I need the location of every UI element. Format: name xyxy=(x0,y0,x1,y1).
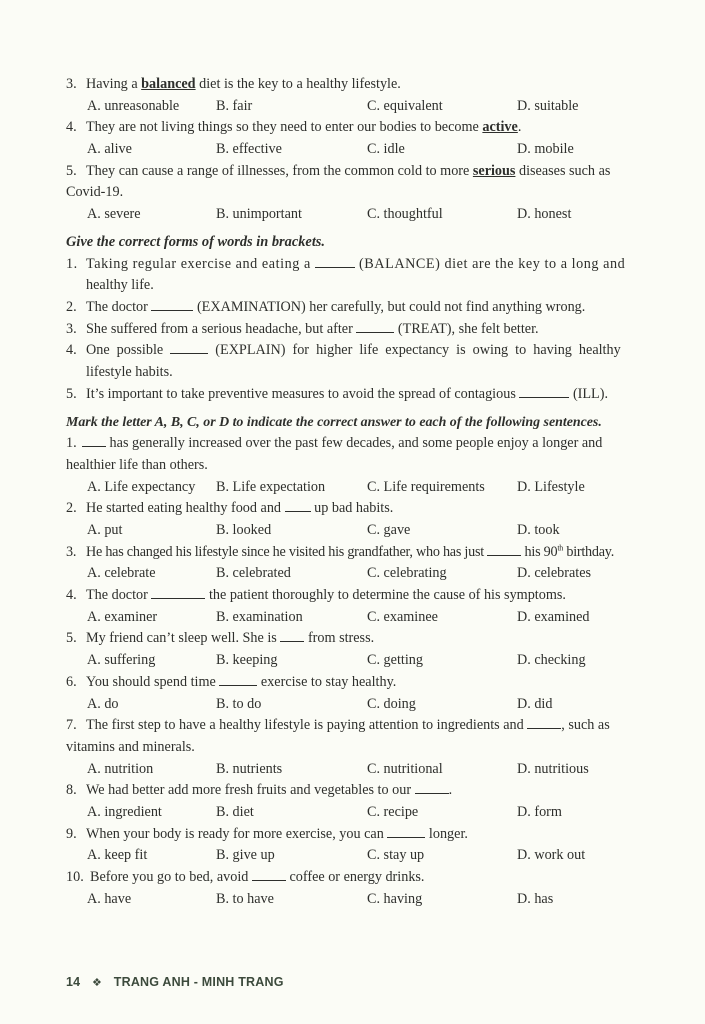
answer-blank[interactable] xyxy=(387,824,425,838)
ordinal-suffix: th xyxy=(557,542,564,552)
question-number: 2. xyxy=(66,500,77,517)
word-form-item-4 xyxy=(66,340,684,362)
option-a[interactable]: A. Life expectancy xyxy=(87,478,196,495)
option-d[interactable]: D. mobile xyxy=(517,141,574,158)
question-text: his 90 xyxy=(521,543,558,560)
question-continuation: vitamins and minerals. xyxy=(66,738,195,755)
option-a[interactable]: A. examiner xyxy=(87,608,158,625)
item-text: (ILL). xyxy=(569,385,608,402)
mc-question-5 xyxy=(66,628,684,650)
question-text: The first step to have a healthy lifestyle is paying attention to ingredients and xyxy=(86,717,528,734)
options-row xyxy=(66,563,684,585)
section-heading: Mark the letter A, B, C, or D to indicate the correct answer to each of the following sentences. xyxy=(66,414,602,430)
item-number: 2. xyxy=(66,298,77,315)
option-d[interactable]: D. suitable xyxy=(517,97,579,114)
option-d[interactable]: D. took xyxy=(517,522,560,538)
option-b[interactable]: B. unimportant xyxy=(216,206,302,223)
question-text: The doctor xyxy=(86,587,152,604)
mc-question-1 xyxy=(66,433,684,455)
option-b[interactable]: B. keeping xyxy=(216,652,278,669)
item-text: The doctor xyxy=(86,298,152,315)
option-d[interactable]: D. form xyxy=(517,804,562,821)
question-text: , such as xyxy=(561,717,610,734)
answer-blank[interactable] xyxy=(219,672,257,686)
answer-blank[interactable] xyxy=(151,297,193,311)
question-continuation: Covid-19. xyxy=(66,184,124,201)
option-c[interactable]: C. idle xyxy=(367,141,405,158)
option-b[interactable]: B. looked xyxy=(216,522,272,538)
answer-blank[interactable] xyxy=(519,384,569,398)
question-number: 8. xyxy=(66,782,77,799)
option-a[interactable]: A. severe xyxy=(87,206,141,223)
option-d[interactable]: D. has xyxy=(517,890,554,907)
question-text: He started eating healthy food and xyxy=(86,500,285,517)
question-text: longer. xyxy=(425,825,468,842)
options-row xyxy=(66,607,684,629)
option-a[interactable]: A. alive xyxy=(87,141,132,158)
answer-blank[interactable] xyxy=(151,585,205,599)
question-text: diet is the key to a healthy lifestyle. xyxy=(195,76,401,92)
word-form-item-2 xyxy=(66,297,684,319)
option-d[interactable]: D. honest xyxy=(517,206,572,223)
question-text: They are not living things so they need to enter our bodies to become xyxy=(86,119,483,136)
question-continuation: healthier life than others. xyxy=(66,456,208,473)
mc-question-9 xyxy=(66,824,684,846)
option-c[interactable]: C. equivalent xyxy=(367,97,443,114)
option-b[interactable]: B. examination xyxy=(216,608,303,625)
page-number: 14 xyxy=(66,975,81,989)
options-row xyxy=(66,204,684,226)
option-a[interactable]: A. celebrate xyxy=(87,565,156,582)
question-text: . xyxy=(448,782,453,799)
question-text: Before you go to bed, avoid xyxy=(90,869,252,886)
options-row xyxy=(66,477,684,499)
question-text: Having a xyxy=(86,76,142,92)
options-row xyxy=(66,694,684,716)
item-text: It’s important to take preventive measures to avoid the spread of contagious xyxy=(86,385,520,402)
word-form-section xyxy=(66,232,684,406)
options-row xyxy=(66,845,684,867)
question-5 xyxy=(66,161,684,183)
options-row xyxy=(66,650,684,672)
multiple-choice-section xyxy=(66,412,684,911)
question-text: has generally increased over the past few decades, and some people enjoy a longer and xyxy=(106,435,603,452)
options-row xyxy=(66,139,684,161)
question-text: You should spend time xyxy=(86,673,220,690)
question-text: . xyxy=(517,119,522,136)
question-number: 3. xyxy=(66,543,77,560)
option-a[interactable]: A. ingredient xyxy=(87,804,162,821)
option-d[interactable]: D. Lifestyle xyxy=(517,478,585,495)
option-c[interactable]: C. recipe xyxy=(367,804,419,821)
question-text: exercise to stay healthy. xyxy=(257,673,397,690)
options-row xyxy=(66,96,684,118)
option-c[interactable]: C. getting xyxy=(367,652,423,669)
option-a[interactable]: A. unreasonable xyxy=(87,97,180,114)
mc-question-2 xyxy=(66,498,684,520)
keyword: active xyxy=(482,119,518,136)
item-text: (TREAT), she felt better. xyxy=(394,320,539,337)
item-number: 5. xyxy=(66,385,77,402)
question-text: the patient thoroughly to determine the cause of his symptoms. xyxy=(205,587,566,604)
options-row xyxy=(66,802,684,824)
mc-question-4 xyxy=(66,585,684,607)
options-row xyxy=(66,889,684,911)
diamond-flower-icon: ❖ xyxy=(92,977,103,989)
mc-question-3 xyxy=(66,542,684,564)
option-c[interactable]: C. having xyxy=(367,890,423,907)
question-text: from stress. xyxy=(304,630,375,647)
synonym-questions xyxy=(66,74,684,226)
option-a[interactable]: A. do xyxy=(87,695,119,712)
option-c[interactable]: C. doing xyxy=(367,695,416,712)
question-text: coffee or energy drinks. xyxy=(285,869,425,886)
option-a[interactable]: A. suffering xyxy=(87,652,156,669)
question-text: up bad habits. xyxy=(310,500,394,517)
item-text: (EXAMINATION) her carefully, but could not find anything wrong. xyxy=(193,298,586,315)
answer-blank[interactable] xyxy=(82,433,106,447)
answer-blank[interactable] xyxy=(280,628,304,642)
options-row xyxy=(66,520,684,542)
option-c[interactable]: C. stay up xyxy=(367,847,425,864)
mc-question-6 xyxy=(66,672,684,694)
question-number: 3. xyxy=(66,76,77,92)
option-d[interactable]: D. nutritious xyxy=(517,760,589,777)
option-c[interactable]: C. gave xyxy=(367,522,411,538)
option-b[interactable]: B. effective xyxy=(216,141,282,158)
option-b[interactable]: B. to have xyxy=(216,890,274,907)
question-text: When your body is ready for more exercise, you can xyxy=(86,825,388,842)
answer-blank[interactable] xyxy=(415,780,449,794)
page-footer xyxy=(66,975,292,989)
question-number: 4. xyxy=(66,587,77,604)
option-b[interactable]: B. diet xyxy=(216,804,254,821)
option-d[interactable]: D. celebrates xyxy=(517,565,592,582)
option-d[interactable]: D. work out xyxy=(517,847,586,864)
item-number: 1. xyxy=(66,255,78,272)
option-d[interactable]: D. did xyxy=(517,695,553,712)
item-continuation: healthy life. xyxy=(86,277,154,294)
author-names: TRANG ANH - MINH TRANG xyxy=(113,975,284,989)
answer-blank[interactable] xyxy=(285,498,311,512)
option-d[interactable]: D. examined xyxy=(517,608,590,625)
question-text: They can cause a range of illnesses, from the common cold to more xyxy=(86,162,473,179)
item-number: 4. xyxy=(66,342,77,359)
question-text: birthday. xyxy=(563,543,615,560)
answer-blank[interactable] xyxy=(356,319,394,333)
option-b[interactable]: B. Life expectation xyxy=(216,478,326,495)
option-a[interactable]: A. have xyxy=(87,890,132,907)
item-continuation: lifestyle habits. xyxy=(86,364,173,381)
option-c[interactable]: C. Life requirements xyxy=(367,478,485,495)
question-number: 5. xyxy=(66,630,77,647)
option-c[interactable]: C. nutritional xyxy=(367,760,443,777)
item-number: 3. xyxy=(66,320,77,337)
mc-question-10 xyxy=(66,867,684,889)
option-c[interactable]: C. celebrating xyxy=(367,565,447,582)
question-4 xyxy=(66,117,684,139)
section-heading: Give the correct forms of words in brackets. xyxy=(66,233,326,250)
item-text: (BALANCE) diet are the key to a long and xyxy=(354,255,626,272)
option-c[interactable]: C. thoughtful xyxy=(367,206,443,223)
option-a[interactable]: A. keep fit xyxy=(87,847,148,864)
mc-question-8 xyxy=(66,780,684,802)
word-form-item-5 xyxy=(66,384,684,406)
question-text: He has changed his lifestyle since he visited his grandfather, who has just xyxy=(86,543,488,560)
word-form-item-1 xyxy=(66,254,684,276)
option-b[interactable]: B. nutrients xyxy=(216,760,283,777)
option-b[interactable]: B. to do xyxy=(216,695,262,712)
keyword: balanced xyxy=(141,76,196,92)
keyword: serious xyxy=(472,162,516,179)
question-number: 6. xyxy=(66,673,77,690)
option-b[interactable]: B. give up xyxy=(216,847,275,864)
option-d[interactable]: D. checking xyxy=(517,652,586,669)
item-text: (EXPLAIN) for higher life expectancy is owing to having healthy xyxy=(208,342,621,359)
question-number: 4. xyxy=(66,119,77,136)
answer-blank[interactable] xyxy=(315,254,355,268)
item-text: One possible xyxy=(86,342,171,359)
option-b[interactable]: B. fair xyxy=(216,97,253,114)
question-3 xyxy=(66,74,684,96)
answer-blank[interactable] xyxy=(170,340,208,354)
question-number: 1. xyxy=(66,435,77,452)
option-b[interactable]: B. celebrated xyxy=(216,565,291,582)
options-row xyxy=(66,759,684,781)
worksheet-page xyxy=(66,74,684,911)
item-text: Taking regular exercise and eating a xyxy=(86,255,315,272)
question-text: My friend can’t sleep well. She is xyxy=(86,630,281,647)
mc-question-7 xyxy=(66,715,684,737)
word-form-item-3 xyxy=(66,319,684,341)
answer-blank[interactable] xyxy=(527,715,561,729)
answer-blank[interactable] xyxy=(252,867,286,881)
question-text: diseases such as xyxy=(515,162,611,179)
question-number: 10. xyxy=(66,869,84,886)
option-a[interactable]: A. nutrition xyxy=(87,760,154,777)
question-number: 5. xyxy=(66,162,77,179)
question-number: 7. xyxy=(66,717,77,734)
option-a[interactable]: A. put xyxy=(87,522,123,538)
item-text: She suffered from a serious headache, but after xyxy=(86,320,357,337)
question-text: We had better add more fresh fruits and vegetables to our xyxy=(86,782,415,799)
question-number: 9. xyxy=(66,825,77,842)
answer-blank[interactable] xyxy=(487,542,521,556)
option-c[interactable]: C. examinee xyxy=(367,608,438,625)
